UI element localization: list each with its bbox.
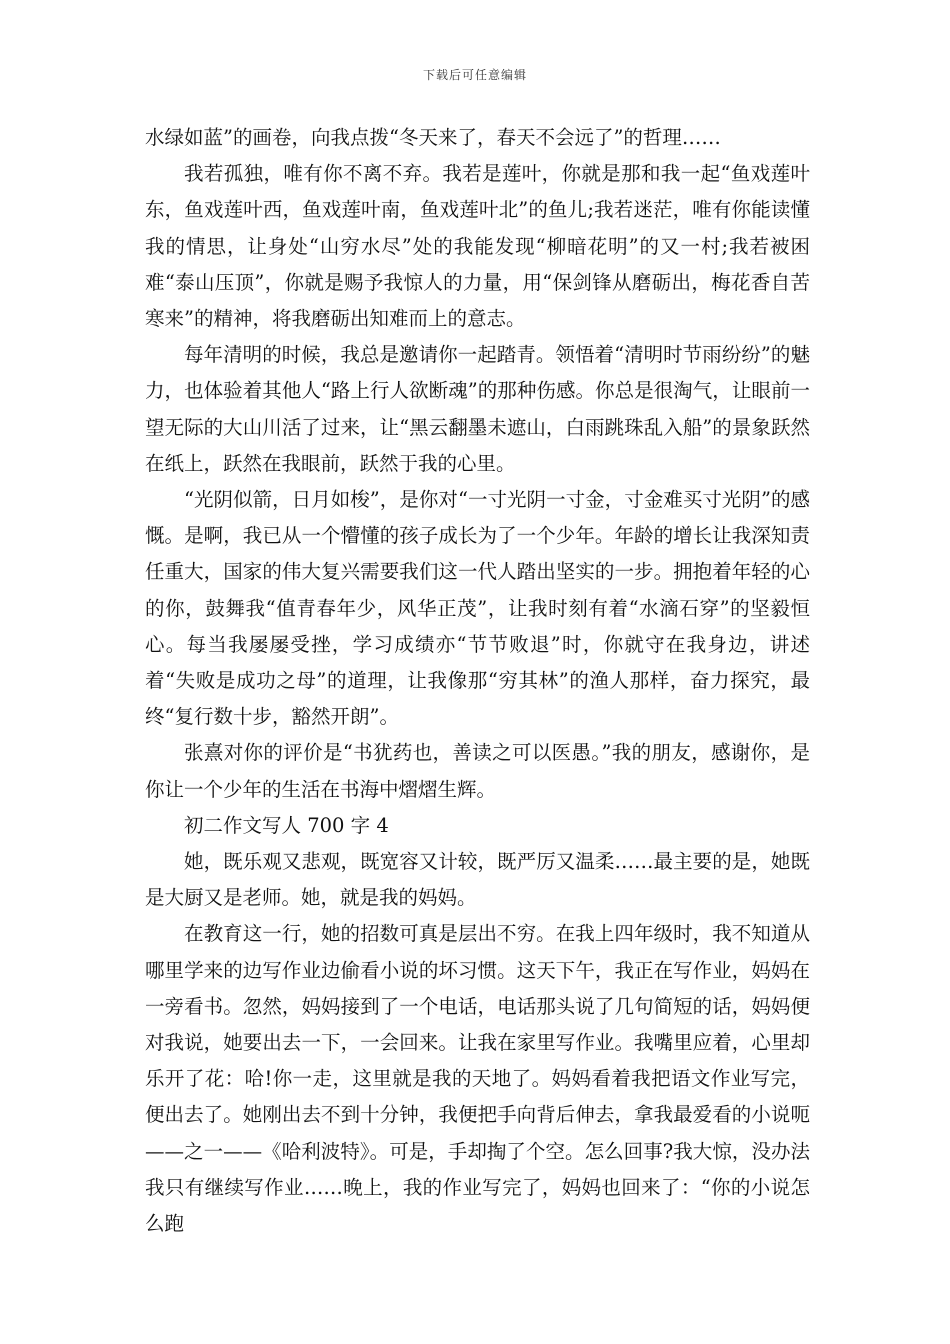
- paragraph-7: 在教育这一行，她的招数可真是层出不穷。在我上四年级时，我不知道从哪里学来的边写作业边偷看小说的坏习惯。这天下午，我正在写作业，妈妈在一旁看书。忽然，妈妈接到了一个电话，电话那头说了几句简短的话，妈妈便对我说，她要出去一下，一会回来。让我在家里写作业。我嘴里应着，心里却乐开了花：哈!你一走，这里就是我的天地了。妈妈看着我把语文作业写完，便出去了。她刚出去不到十分钟，我便把手向背后伸去，拿我最爱看的小说呃——之一——《哈利波特》。可是，手却掏了个空。怎么回事?我大惊，没办法我只有继续写作业……晚上，我的作业写完了，妈妈也回来了：“你的小说怎么跑: [145, 922, 810, 1236]
- paragraph-1: 水绿如蓝”的画卷，向我点拨“冬天来了，春天不会远了”的哲理……: [145, 126, 721, 149]
- paragraph-4: “光阴似箭，日月如梭”，是你对“一寸光阴一寸金，寸金难买寸光阴”的感慨。是啊，我已从一个懵懂的孩子成长为了一个少年。年龄的增长让我深知责任重大，国家的伟大复兴需要我们这一代人踏出坚实的一步。拥抱着年轻的心的你，鼓舞我“值青春年少，风华正茂”，让我时刻有着“水滴石穿”的坚毅恒心。每当我屡屡受挫，学习成绩亦“节节败退”时，你就守在我身边，讲述着“失败是成功之母”的道理，让我像那“穷其林”的渔人那样，奋力探究，最终“复行数十步，豁然开朗”。: [145, 488, 810, 729]
- paragraph-3: 每年清明的时候，我总是邀请你一起踏青。领悟着“清明时节雨纷纷”的魅力，也体验着其他人“路上行人欲断魂”的那种伤感。你总是很淘气，让眼前一望无际的大山川活了过来，让“黑云翻墨未遮山，白雨跳珠乱入船”的景象跃然在纸上，跃然在我眼前，跃然于我的心里。: [145, 343, 810, 475]
- paragraph-5: 张熹对你的评价是“书犹药也，善读之可以医愚。”我的朋友，感谢你，是你让一个少年的生活在书海中熠熠生辉。: [145, 741, 810, 801]
- paragraph-6: 她，既乐观又悲观，既宽容又计较，既严厉又温柔……最主要的是，她既是大厨又是老师。她，就是我的妈妈。: [145, 850, 810, 910]
- section-heading: 初二作文写人 700 字 4: [184, 813, 389, 837]
- paragraph-2: 我若孤独，唯有你不离不弃。我若是莲叶，你就是那和我一起“鱼戏莲叶东，鱼戏莲叶西，鱼戏莲叶南，鱼戏莲叶北”的鱼儿;我若迷茫，唯有你能读懂我的情思，让身处“山穷水尽”处的我能发现“柳暗花明”的又一村;我若被困难“泰山压顶”，你就是赐予我惊人的力量，用“保剑锋从磨砺出，梅花香自苦寒来”的精神，将我磨砺出知难而上的意志。: [145, 162, 810, 331]
- document-body: [145, 120, 810, 1242]
- page-header: 下载后可任意编辑: [422, 68, 527, 82]
